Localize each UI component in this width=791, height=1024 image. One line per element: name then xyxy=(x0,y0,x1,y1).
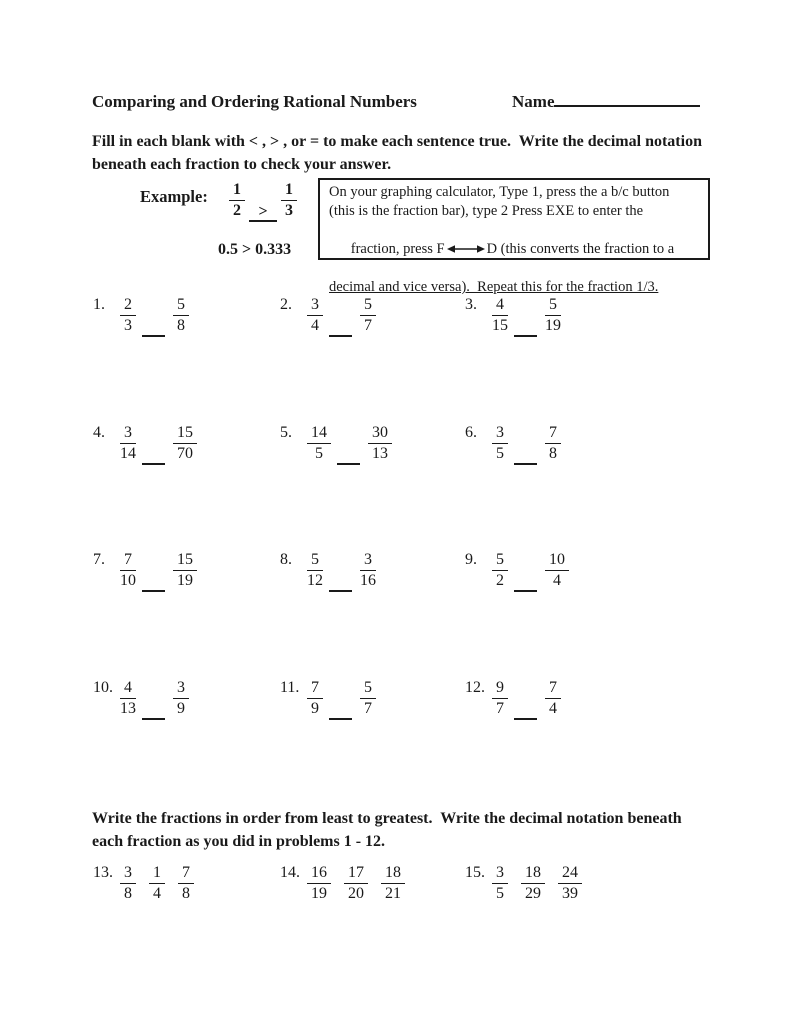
fraction xyxy=(173,296,189,335)
fraction xyxy=(368,424,392,463)
problem-number: 15. xyxy=(465,864,485,881)
calculator-instructions-box xyxy=(318,178,710,295)
fraction-numerator: 15 xyxy=(173,551,197,571)
fraction-numerator: 7 xyxy=(545,679,561,699)
fraction xyxy=(173,424,197,463)
fraction xyxy=(492,551,508,590)
problem-number: 4. xyxy=(93,424,105,441)
fraction xyxy=(307,864,331,903)
problem-number: 6. xyxy=(465,424,477,441)
fraction-denominator: 19 xyxy=(177,572,193,589)
fraction-denominator: 8 xyxy=(124,885,132,902)
problem-number: 14. xyxy=(280,864,300,881)
fraction-denominator: 19 xyxy=(311,885,327,902)
fraction-numerator: 3 xyxy=(173,679,189,699)
fraction-denominator: 15 xyxy=(492,317,508,334)
answer-blank[interactable] xyxy=(329,580,352,592)
compare-problem-9 xyxy=(465,551,569,590)
fraction-numerator: 4 xyxy=(120,679,136,699)
fraction-denominator: 4 xyxy=(549,700,557,717)
problem-number: 11. xyxy=(280,679,300,696)
problem-number: 8. xyxy=(280,551,292,568)
fraction-numerator: 16 xyxy=(307,864,331,884)
fraction xyxy=(178,864,194,903)
fraction xyxy=(120,679,136,718)
fraction-numerator: 5 xyxy=(360,679,376,699)
answer-blank[interactable] xyxy=(142,325,165,337)
fraction xyxy=(281,181,297,220)
fraction-denominator: 2 xyxy=(233,202,241,219)
fraction-numerator: 15 xyxy=(173,424,197,444)
answer-blank[interactable] xyxy=(329,325,352,337)
fraction-numerator: 5 xyxy=(492,551,508,571)
instructions-line: beneath each fraction to check your answer. xyxy=(92,156,392,173)
fraction-numerator: 5 xyxy=(360,296,376,316)
fraction-denominator: 4 xyxy=(153,885,161,902)
instructions-line: each fraction as you did in problems 1 - 12. xyxy=(92,833,386,850)
answer-blank[interactable] xyxy=(337,453,360,465)
fraction-numerator: 3 xyxy=(360,551,376,571)
order-problem-13 xyxy=(93,864,207,903)
problem-number: 3. xyxy=(465,296,477,313)
example-answer-blank: > xyxy=(249,204,277,222)
fraction xyxy=(120,296,136,335)
problem-number: 7. xyxy=(93,551,105,568)
problem-number: 13. xyxy=(93,864,113,881)
compare-problem-7 xyxy=(93,551,197,590)
fraction-numerator: 5 xyxy=(307,551,323,571)
fraction xyxy=(492,864,508,903)
fraction-denominator: 13 xyxy=(372,445,388,462)
fraction xyxy=(173,679,189,718)
fraction-denominator: 5 xyxy=(496,885,504,902)
fraction-denominator: 4 xyxy=(311,317,319,334)
fraction xyxy=(545,296,561,335)
answer-blank[interactable] xyxy=(142,708,165,720)
fraction xyxy=(307,551,323,590)
example-expression xyxy=(229,181,297,220)
fraction xyxy=(492,296,508,335)
fraction-numerator: 3 xyxy=(492,864,508,884)
fraction-denominator: 5 xyxy=(496,445,504,462)
instructions-line: Write the fractions in order from least to greatest. Write the decimal notation beneath xyxy=(92,810,682,827)
fraction-denominator: 7 xyxy=(364,700,372,717)
problem-number: 1. xyxy=(93,296,105,313)
fraction-denominator: 7 xyxy=(364,317,372,334)
fraction-denominator: 2 xyxy=(496,572,504,589)
fraction-numerator: 17 xyxy=(344,864,368,884)
answer-blank[interactable] xyxy=(514,325,537,337)
fraction-denominator: 9 xyxy=(311,700,319,717)
box-line-text: D (this converts the fraction to a xyxy=(486,241,675,257)
fraction-denominator: 5 xyxy=(315,445,323,462)
fraction-numerator: 3 xyxy=(120,424,136,444)
box-line-text: fraction, press F xyxy=(350,241,445,257)
fraction-denominator: 70 xyxy=(177,445,193,462)
fraction-denominator: 3 xyxy=(285,202,293,219)
fraction-denominator: 20 xyxy=(348,885,364,902)
compare-problem-12 xyxy=(465,679,561,718)
fraction xyxy=(360,551,376,590)
fraction xyxy=(545,424,561,463)
problem-number: 12. xyxy=(465,679,485,696)
box-line: On your graphing calculator, Type 1, press the a b/c button xyxy=(329,184,670,200)
fraction-denominator: 4 xyxy=(553,572,561,589)
fraction-numerator: 1 xyxy=(229,181,245,201)
example-decimal-check: 0.5 > 0.333 xyxy=(218,241,292,258)
fraction-numerator: 7 xyxy=(545,424,561,444)
fraction-numerator: 2 xyxy=(120,296,136,316)
compare-problem-10 xyxy=(93,679,189,718)
fraction-numerator: 10 xyxy=(545,551,569,571)
fraction-numerator: 30 xyxy=(368,424,392,444)
fraction-denominator: 16 xyxy=(360,572,376,589)
instructions-line: Fill in each blank with < , > , or = to make each sentence true. Write the decimal notation xyxy=(92,133,702,150)
instructions-top xyxy=(92,130,702,176)
fraction-numerator: 7 xyxy=(307,679,323,699)
answer-blank[interactable] xyxy=(514,708,537,720)
fraction xyxy=(307,679,323,718)
compare-problem-5 xyxy=(280,424,392,463)
instructions-bottom xyxy=(92,807,682,853)
fraction-denominator: 13 xyxy=(120,700,136,717)
fraction xyxy=(545,679,561,718)
answer-blank[interactable] xyxy=(142,453,165,465)
fraction xyxy=(545,551,569,590)
fraction-denominator: 10 xyxy=(120,572,136,589)
compare-problem-6 xyxy=(465,424,561,463)
fraction-numerator: 3 xyxy=(120,864,136,884)
fraction-numerator: 5 xyxy=(545,296,561,316)
box-line: (this is the fraction bar), type 2 Press EXE to enter the xyxy=(329,203,644,219)
fraction-denominator: 8 xyxy=(549,445,557,462)
example-label: Example: xyxy=(140,187,208,206)
fraction xyxy=(381,864,405,903)
fraction-numerator: 3 xyxy=(307,296,323,316)
compare-problem-1 xyxy=(93,296,189,335)
compare-problem-4 xyxy=(93,424,197,463)
fraction xyxy=(173,551,197,590)
fraction-numerator: 3 xyxy=(492,424,508,444)
box-line xyxy=(329,221,700,278)
answer-blank[interactable] xyxy=(514,580,537,592)
compare-problem-2 xyxy=(280,296,376,335)
fraction xyxy=(492,679,508,718)
double-arrow-icon xyxy=(447,244,485,254)
fraction xyxy=(229,181,245,220)
fraction xyxy=(558,864,582,903)
fraction-numerator: 1 xyxy=(281,181,297,201)
fraction-denominator: 7 xyxy=(496,700,504,717)
fraction xyxy=(120,864,136,903)
fraction xyxy=(521,864,545,903)
fraction xyxy=(149,864,165,903)
problem-number: 10. xyxy=(93,679,113,696)
fraction-numerator: 14 xyxy=(307,424,331,444)
fraction xyxy=(360,679,376,718)
fraction-denominator: 14 xyxy=(120,445,136,462)
fraction xyxy=(120,424,136,463)
fraction-denominator: 3 xyxy=(124,317,132,334)
compare-problem-3 xyxy=(465,296,561,335)
compare-problem-11 xyxy=(280,679,376,718)
fraction-denominator: 8 xyxy=(182,885,190,902)
fraction-numerator: 9 xyxy=(492,679,508,699)
fraction-numerator: 18 xyxy=(521,864,545,884)
problem-number: 9. xyxy=(465,551,477,568)
fraction-denominator: 9 xyxy=(177,700,185,717)
fraction-denominator: 39 xyxy=(562,885,578,902)
fraction xyxy=(492,424,508,463)
fraction xyxy=(307,296,323,335)
fraction xyxy=(307,424,331,463)
page-title: Comparing and Ordering Rational Numbers xyxy=(92,92,417,111)
fraction-numerator: 18 xyxy=(381,864,405,884)
problem-number: 2. xyxy=(280,296,292,313)
fraction-numerator: 7 xyxy=(178,864,194,884)
fraction xyxy=(360,296,376,335)
fraction-numerator: 1 xyxy=(149,864,165,884)
fraction-denominator: 29 xyxy=(525,885,541,902)
answer-blank[interactable] xyxy=(142,580,165,592)
fraction-denominator: 19 xyxy=(545,317,561,334)
name-row xyxy=(512,92,700,112)
compare-problem-8 xyxy=(280,551,376,590)
name-blank[interactable] xyxy=(554,93,700,107)
answer-blank[interactable] xyxy=(514,453,537,465)
fraction-denominator: 8 xyxy=(177,317,185,334)
fraction xyxy=(120,551,136,590)
fraction-numerator: 24 xyxy=(558,864,582,884)
fraction-numerator: 7 xyxy=(120,551,136,571)
fraction-numerator: 5 xyxy=(173,296,189,316)
problem-number: 5. xyxy=(280,424,292,441)
fraction-denominator: 12 xyxy=(307,572,323,589)
order-problem-15 xyxy=(465,864,595,903)
fraction-denominator: 21 xyxy=(385,885,401,902)
box-line: decimal and vice versa). Repeat this for the fraction 1/3. xyxy=(329,279,659,295)
fraction-numerator: 4 xyxy=(492,296,508,316)
name-label: Name xyxy=(512,92,555,111)
answer-blank[interactable] xyxy=(329,708,352,720)
fraction xyxy=(344,864,368,903)
order-problem-14 xyxy=(280,864,418,903)
